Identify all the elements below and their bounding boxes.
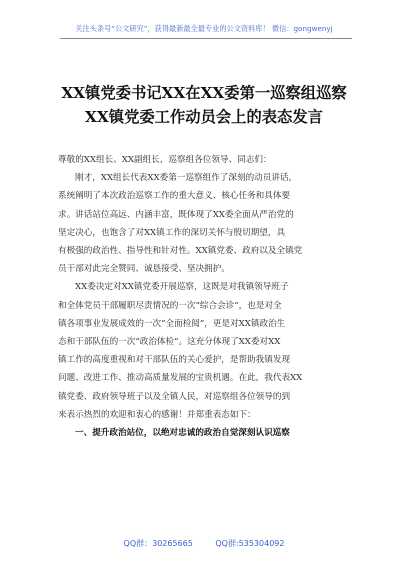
footer-qq-group-1: QQ群：30265665 (123, 539, 193, 548)
paragraph-line: 系统阐明了本次政治巡察工作的重大意义、核心任务和具体要 (58, 191, 291, 202)
salutation-line: 尊敬的XX组长、XX副组长，巡察组各位领导、同志们： (58, 155, 272, 165)
salutation (58, 151, 348, 169)
paragraph-line: 坚定决心，也饱含了对XX镇工作的深切关怀与殷切期望，具 (58, 227, 286, 238)
paragraph-1 (58, 169, 348, 278)
paragraph-line: 有极强的政治性、指导性和针对性。XX镇党委、政府以及全镇党 (58, 246, 303, 257)
paragraph-line: 求。讲话站位高远、内涵丰富，既体现了XX委全面从严治党的 (58, 209, 294, 220)
paragraph-2 (58, 278, 348, 424)
paragraph-line: 刚才，XX组长代表XX委第一巡察组作了深刻的动员讲话， (75, 173, 298, 184)
footer-qq-group-2: QQ群:535304092 (215, 539, 285, 548)
paragraph-line: 来表示热烈的欢迎和衷心的感谢！并郑重表态如下： (58, 409, 256, 420)
paragraph-line: 员干部对此完全赞同、诚恳接受、坚决拥护。 (58, 264, 230, 275)
paragraph-line: 镇工作的高度重视和对干部队伍的关心爱护，是帮助我镇发现 (58, 355, 291, 366)
paragraph-line: XX委决定对XX镇党委开展巡察，这既是对我镇领导班子 (75, 282, 289, 293)
paragraph-line: 镇各项事业发展成效的一次“全面检阅”，更是对XX镇政治生 (58, 318, 286, 329)
section-heading-text: 一、提升政治站位，以绝对忠诚的政治自觉深刻认识巡察 (75, 428, 290, 439)
header-banner: 关注头条号“公文研究”，获得最新最全最专业的公文资料库！ 微信：gongwenyj (75, 24, 333, 33)
paragraph-line: 和全体党员干部履职尽责情况的一次“综合会诊”，也是对全 (58, 300, 282, 311)
paragraph-line: 镇党委、政府领导班子以及全镇人民，对巡察组各位领导的到 (58, 391, 291, 402)
document-title-line-1: XX镇党委书记XX在XX委第一巡察组巡察 (61, 84, 347, 102)
document-body (58, 151, 348, 442)
header-divider (60, 38, 352, 39)
paragraph-line: 问题、改进工作、推动高质量发展的宝贵机遇。在此，我代表XX (58, 373, 303, 384)
document-title-line-2: XX镇党委工作动员会上的表态发言 (85, 108, 323, 126)
paragraph-line: 态和干部队伍的一次“政治体检”。这充分体现了XX委对XX (58, 337, 281, 348)
footer-contact (0, 538, 408, 549)
section-heading-1 (58, 424, 348, 442)
document-title (40, 81, 368, 129)
